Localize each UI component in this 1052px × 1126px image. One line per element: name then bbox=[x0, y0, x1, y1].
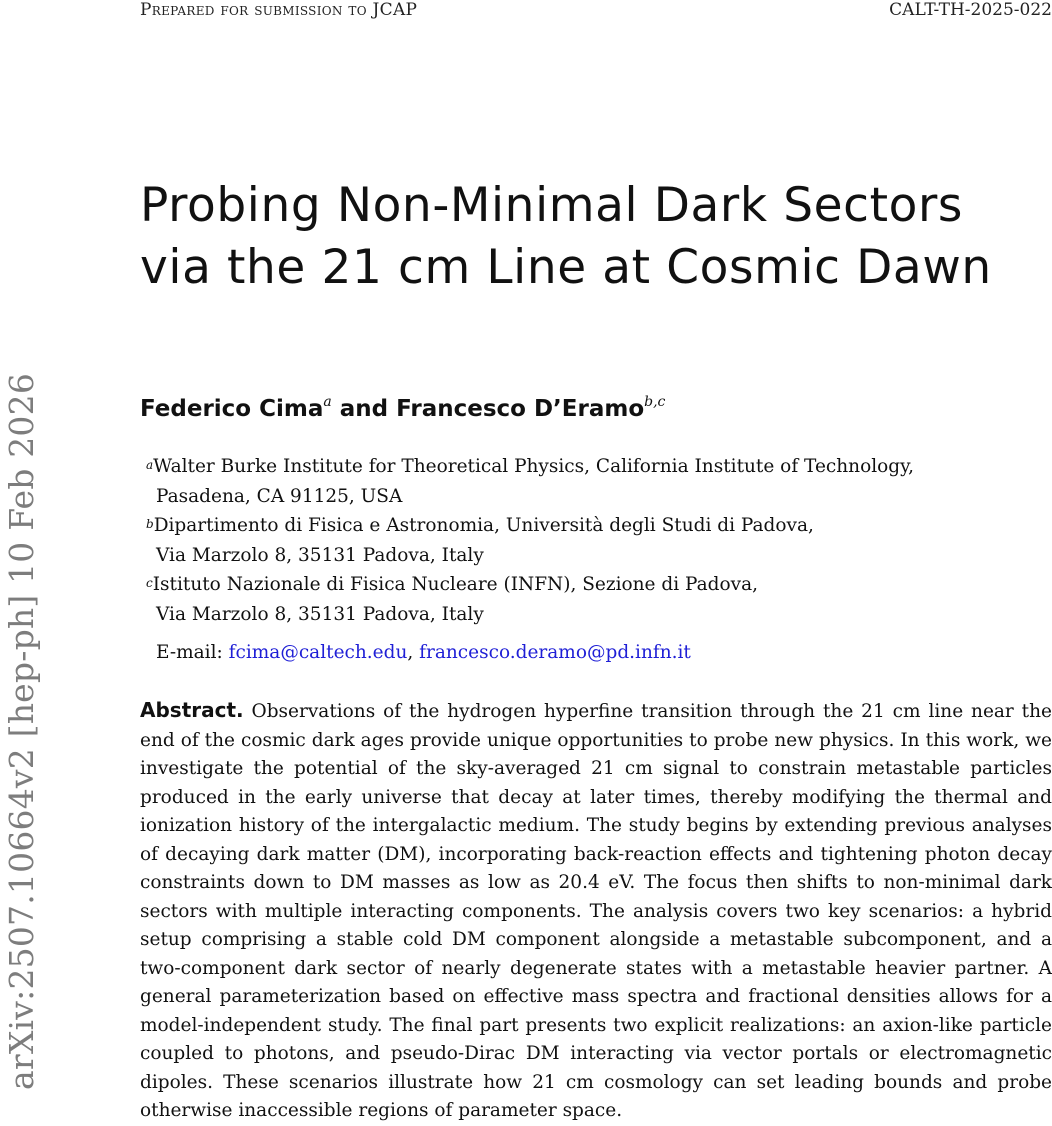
email-line bbox=[156, 642, 691, 663]
affiliation-b bbox=[146, 511, 914, 570]
affiliation-mark: a bbox=[146, 458, 154, 472]
journal-header: Prepared for submission to JCAP bbox=[140, 0, 418, 20]
affiliation-line-1: Dipartimento di Fisica e Astronomia, Università degli Studi di Padova, bbox=[153, 515, 814, 536]
author-2-affil-mark: b,c bbox=[644, 394, 666, 410]
affiliation-a bbox=[146, 452, 914, 511]
affiliation-line-2: Via Marzolo 8, 35131 Padova, Italy bbox=[156, 603, 484, 625]
arxiv-identifier-stamp: arXiv:2507.10664v2 [hep-ph] 10 Feb 2026 bbox=[2, 372, 41, 1090]
email-separator: , bbox=[407, 642, 420, 663]
author-1: Federico Cima bbox=[140, 396, 324, 422]
affiliation-line-2: Pasadena, CA 91125, USA bbox=[156, 485, 403, 507]
affiliation-c bbox=[146, 570, 914, 629]
title-line-2: via the 21 cm Line at Cosmic Dawn bbox=[140, 240, 992, 295]
abstract-label: Abstract. bbox=[140, 698, 244, 722]
affiliation-line-1: Istituto Nazionale di Fisica Nucleare (INFN), Sezione di Padova, bbox=[152, 574, 759, 595]
author-list bbox=[140, 396, 665, 422]
author-2: Francesco D’Eramo bbox=[396, 396, 645, 422]
abstract-text: Observations of the hydrogen hyperfine transition through the 21 cm line near the end of the cosmic dark ages provide unique opportunities to probe new physics. In this work, we investigate the potential of the sky-averaged 21 cm signal to constrain metastable particles produced in the early universe that decay at later times, thereby modifying the thermal and ionization history of the intergalactic medium. The study begins by extending previous analyses of decaying dark matter (DM), incorporating back-reaction effects and tightening photon decay constraints down to DM masses as low as 20.4 eV. The focus then shifts to non-minimal dark sectors with multiple interacting components. The analysis covers two key scenarios: a hybrid setup comprising a stable cold DM component alongside a metastable subcomponent, and a two-component dark sector of nearly degenerate states with a metastable heavier partner. A general parameterization based on effective mass spectra and fractional densities allows for a model-independent study. The final part presents two explicit realizations: an axion-like particle coupled to photons, and pseudo-Dirac DM interacting via vector portals or electromagnetic dipoles. These scenarios illustrate how 21 cm cosmology can set leading bounds and probe otherwise inaccessible regions of parameter space. bbox=[140, 701, 1052, 1121]
affiliation-mark: c bbox=[146, 576, 153, 590]
email-link-deramo[interactable]: francesco.deramo@pd.infn.it bbox=[419, 642, 691, 663]
author-1-affil-mark: a bbox=[323, 394, 332, 410]
affiliation-mark: b bbox=[146, 517, 154, 531]
email-label: E-mail: bbox=[156, 642, 229, 663]
affiliations bbox=[146, 452, 914, 629]
title-line-1: Probing Non-Minimal Dark Sectors bbox=[140, 178, 963, 233]
author-conjunction: and bbox=[331, 396, 397, 422]
abstract bbox=[140, 696, 1052, 1126]
email-link-cima[interactable]: fcima@caltech.edu bbox=[228, 642, 408, 663]
affiliation-line-1: Walter Burke Institute for Theoretical Physics, California Institute of Technology, bbox=[153, 456, 914, 477]
preprint-number: CALT-TH-2025-022 bbox=[889, 0, 1052, 20]
affiliation-line-2: Via Marzolo 8, 35131 Padova, Italy bbox=[156, 544, 484, 566]
paper-title bbox=[140, 175, 992, 299]
